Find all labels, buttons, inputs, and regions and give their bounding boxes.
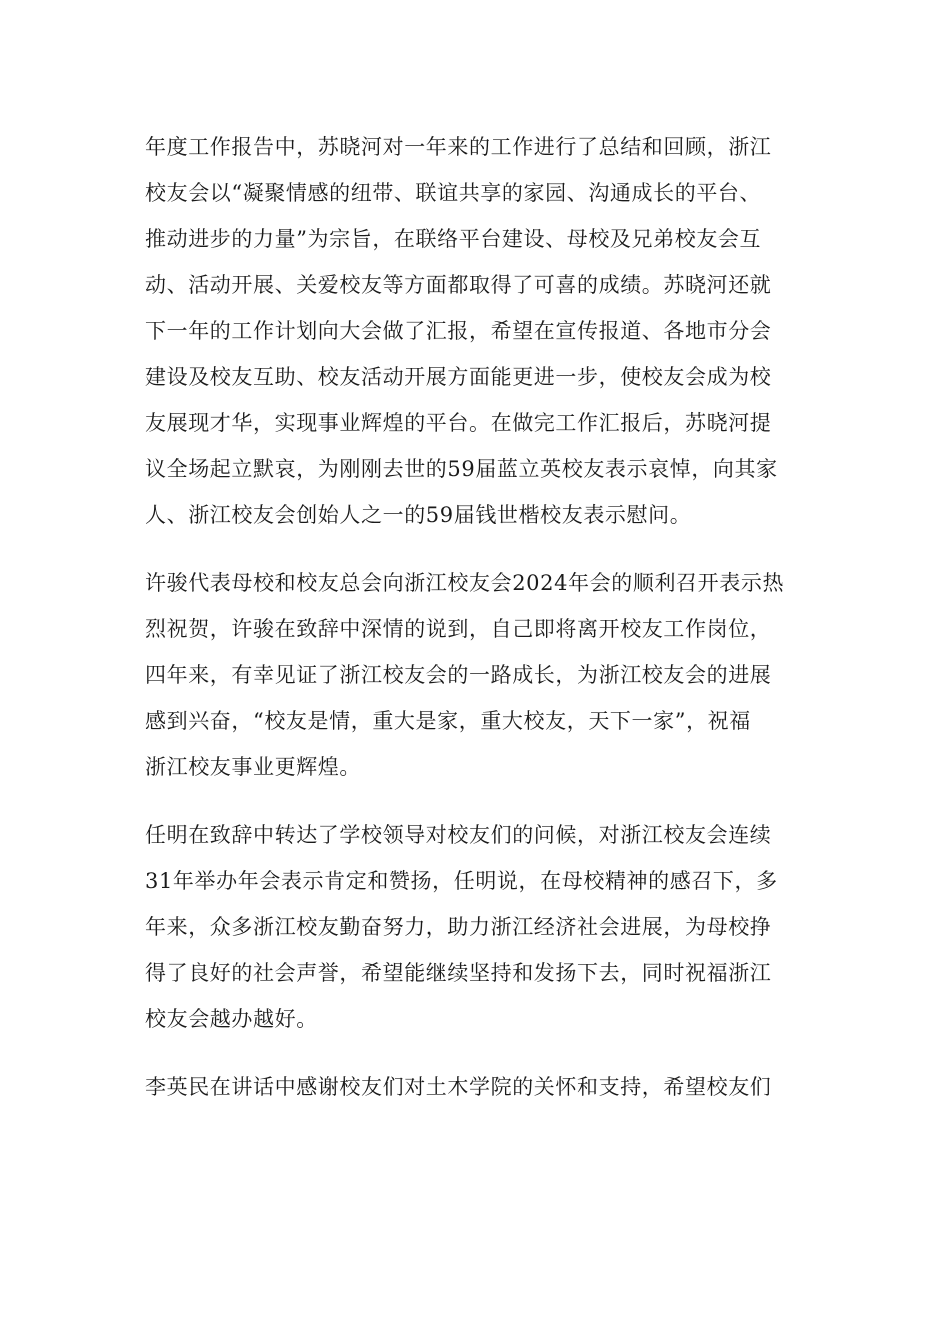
text-line: 许骏代表母校和校友总会向浙江校友会2024年会的顺利召开表示热 [145,571,785,595]
text-line: 得了良好的社会声誉，希望能继续坚持和发扬下去，同时祝福浙江 [145,961,772,985]
text-line: 李英民在讲话中感谢校友们对土木学院的关怀和支持，希望校友们 [145,1075,772,1099]
text-line: 建设及校友互助、校友活动开展方面能更进一步，使校友会成为校 [145,365,772,389]
paragraph-liyingmin-speech [145,1064,805,1110]
text-line: 下一年的工作计划向大会做了汇报，希望在宣传报道、各地市分会 [145,319,772,343]
paragraph-xujun-speech [145,560,805,790]
paragraph-renming-speech [145,812,805,1042]
text-line: 校友会越办越好。 [145,1007,318,1031]
text-line: 动、活动开展、关爱校友等方面都取得了可喜的成绩。苏晓河还就 [145,273,772,297]
paragraph-annual-report [145,124,805,538]
text-line: 烈祝贺，许骏在致辞中深情的说到，自己即将离开校友工作岗位， [145,617,772,641]
text-line: 任明在致辞中转达了学校领导对校友们的问候，对浙江校友会连续 [145,823,772,847]
text-line: 推动进步的力量”为宗旨，在联络平台建设、母校及兄弟校友会互 [145,227,762,251]
text-line: 议全场起立默哀，为刚刚去世的59届蓝立英校友表示哀悼，向其家 [145,457,778,481]
text-line: 人、浙江校友会创始人之一的59届钱世楷校友表示慰问。 [145,503,692,527]
text-line: 校友会以“凝聚情感的纽带、联谊共享的家园、沟通成长的平台、 [145,181,762,205]
text-line: 感到兴奋，“校友是情，重大是家，重大校友，天下一家”，祝福 [145,709,751,733]
text-line: 浙江校友事业更辉煌。 [145,755,361,779]
text-line: 四年来，有幸见证了浙江校友会的一路成长，为浙江校友会的进展 [145,663,772,687]
document-body [145,124,805,1132]
text-line: 年度工作报告中，苏晓河对一年来的工作进行了总结和回顾，浙江 [145,135,772,159]
text-line: 友展现才华，实现事业辉煌的平台。在做完工作汇报后，苏晓河提 [145,411,772,435]
text-line: 31年举办年会表示肯定和赞扬，任明说，在母校精神的感召下，多 [145,869,778,893]
text-line: 年来，众多浙江校友勤奋努力，助力浙江经济社会进展，为母校挣 [145,915,772,939]
